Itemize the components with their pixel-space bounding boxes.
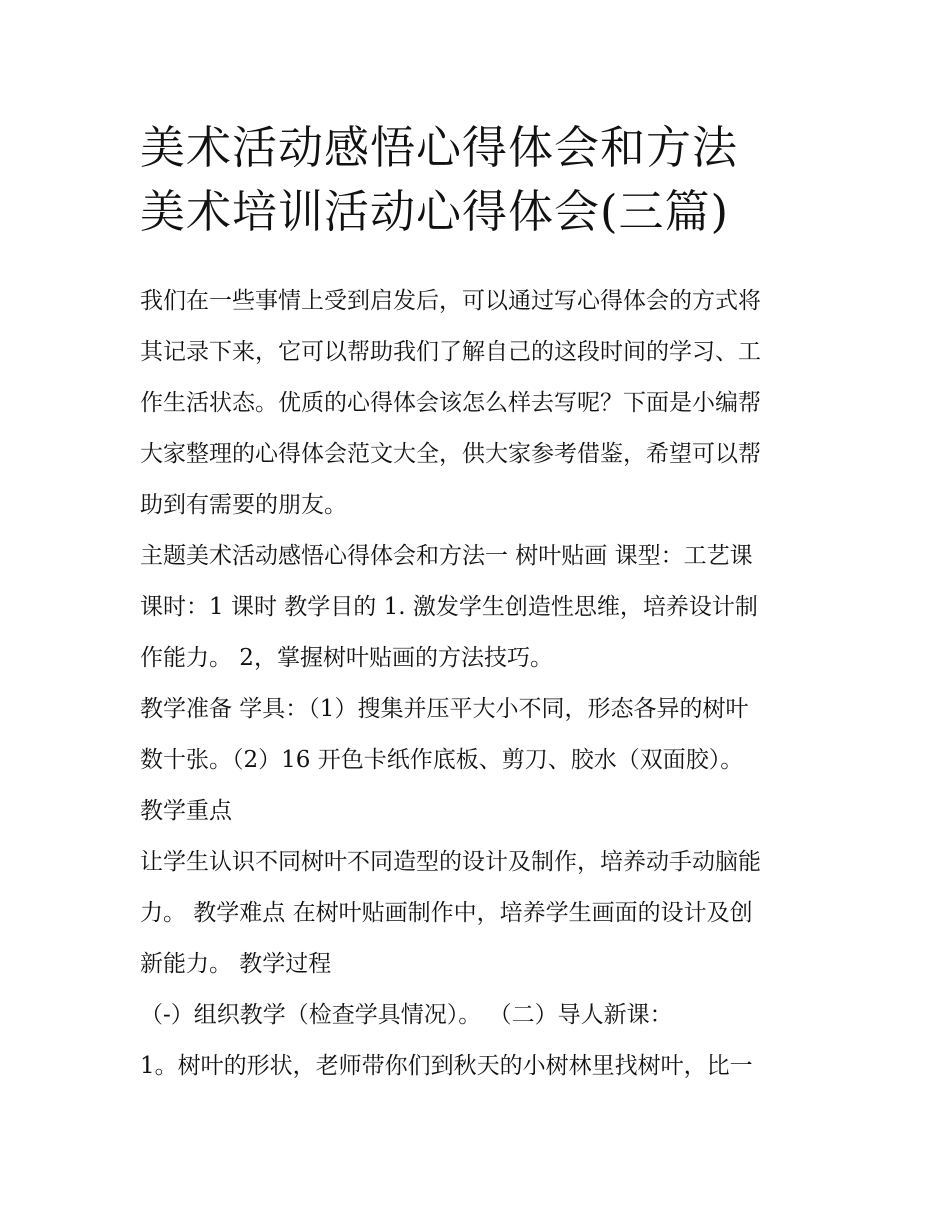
- paragraph-line: （-）组织教学（检查学具情况）。 （二）导人新课：: [140, 1002, 673, 1028]
- paragraph-line: 作生活状态。优质的心得体会该怎么样去写呢？下面是小编帮: [140, 390, 761, 416]
- paragraph-line: 让学生认识不同树叶不同造型的设计及制作，培养动手动脑能: [140, 849, 761, 875]
- paragraph-line: 力。 教学难点 在树叶贴画制作中，培养学生画面的设计及创: [140, 900, 753, 926]
- title-line-1: 美术活动感悟心得体会和方法: [140, 121, 739, 174]
- paragraph-line: 我们在一些事情上受到启发后，可以通过写心得体会的方式将: [140, 288, 761, 314]
- paragraph-line: 教学准备 学具：（1）搜集并压平大小不同，形态各异的树叶: [140, 696, 749, 722]
- paragraph-line: 数十张。（2）16 开色卡纸作底板、剪刀、胶水（双面胶）。: [140, 747, 744, 773]
- document-body: [140, 276, 830, 1092]
- document-title: [140, 116, 840, 244]
- paragraph-line: 助到有需要的朋友。: [140, 492, 347, 518]
- paragraph-line: 其记录下来，它可以帮助我们了解自己的这段时间的学习、工: [140, 339, 761, 365]
- paragraph-line: 作能力。 2，掌握树叶贴画的方法技巧。: [140, 645, 553, 671]
- paragraph-line: 新能力。 教学过程: [140, 951, 332, 977]
- paragraph-line: 课时：1 课时 教学目的 1. 激发学生创造性思维，培养设计制: [140, 594, 758, 620]
- paragraph-line: 主题美术活动感悟心得体会和方法一 树叶贴画 课型：工艺课: [140, 543, 753, 569]
- section-heading: 教学重点: [140, 798, 232, 824]
- paragraph-line: 大家整理的心得体会范文大全，供大家参考借鉴，希望可以帮: [140, 441, 761, 467]
- paragraph-line: 1。树叶的形状，老师带你们到秋天的小树林里找树叶，比一: [140, 1053, 753, 1079]
- title-line-2: 美术培训活动心得体会(三篇): [140, 185, 730, 238]
